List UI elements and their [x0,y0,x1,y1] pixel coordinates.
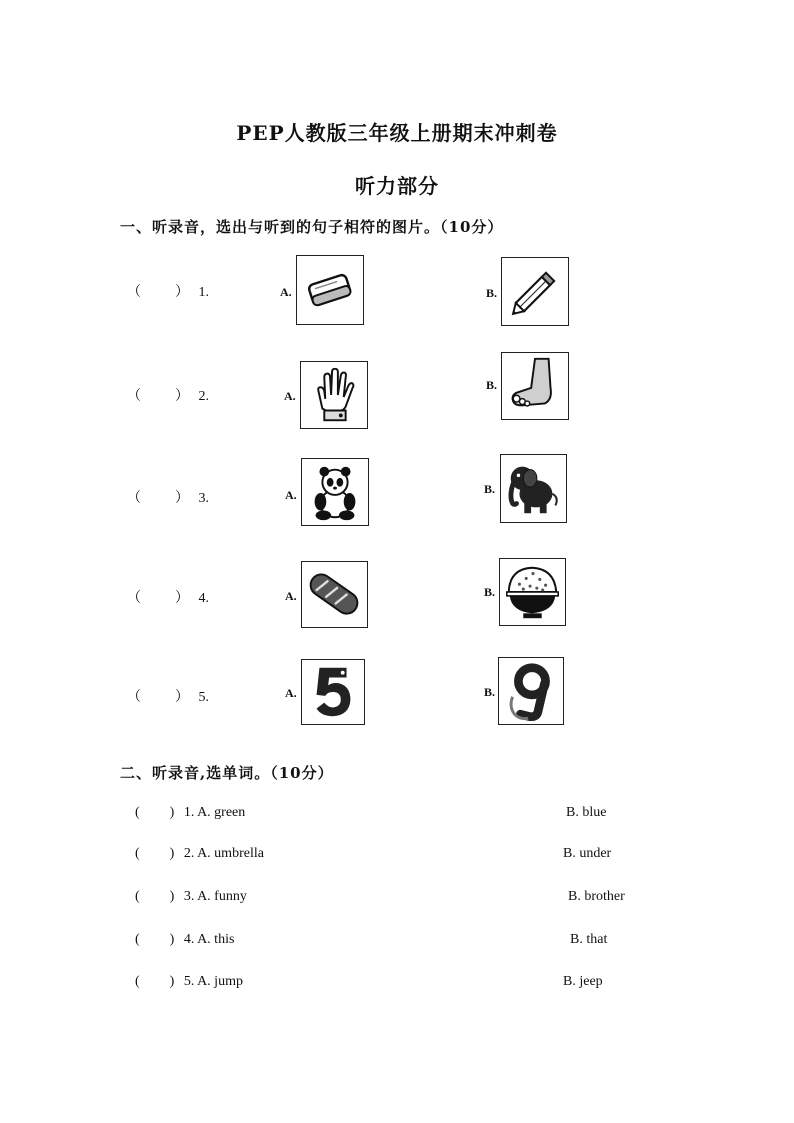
q3-label-b: B. [484,482,496,496]
s2-q5-option-b: B. jeep [563,974,603,989]
paren-close: ） [175,491,189,506]
paren-open: ( [135,846,140,861]
s2-q4-option-a: 4. A. this [183,932,235,947]
elephant-icon[interactable] [500,454,567,523]
number-nine-icon[interactable] [498,657,564,725]
q4-number: 4. [198,591,209,606]
section1-heading: 一、听录音，选出与听到的句子相符的图片。（10分） [120,218,504,236]
s2-q1-option-a: 1. A. green [183,805,246,820]
hand-icon[interactable] [300,361,368,429]
paren-close: ） [175,690,189,705]
s2-q5-left[interactable] [135,974,243,990]
pencil-icon[interactable] [501,257,569,326]
s2-q2-option-b: B. under [563,846,612,861]
s2-q2-left[interactable] [135,846,264,862]
paren-close: ） [175,389,189,404]
s2-q1-left[interactable] [135,805,245,821]
q2-label-b: B. [486,378,498,392]
eraser-icon[interactable] [296,255,364,325]
q5-label-b: B. [484,685,496,699]
paren-open: ( [135,932,140,947]
s2-q1-option-b: B. blue [566,805,607,820]
number-five-icon[interactable] [301,659,365,725]
q3-number: 3. [198,491,209,506]
paren-open: ( [135,889,140,904]
rice-bowl-icon[interactable] [499,558,566,626]
q5-number: 5. [198,690,209,705]
s2-q4-left[interactable] [135,932,234,948]
s2-q4-option-b: B. that [570,932,608,947]
q3-label-a: A. [285,488,297,502]
q5-label-a: A. [285,686,297,700]
paren-open: （ [127,591,141,606]
paren-close: ) [169,932,175,947]
page-title: PEP人教版三年级上册期末冲刺卷 [236,121,558,145]
paren-open: ( [135,974,140,989]
paren-close: ） [175,285,189,300]
q2-answer-blank[interactable] [127,385,209,405]
paren-close: ) [169,805,175,820]
q4-answer-blank[interactable] [127,587,209,607]
paren-open: （ [127,690,141,705]
s2-q5-option-a: 5. A. jump [183,974,243,989]
bread-icon[interactable] [301,561,368,628]
paren-open: ( [135,805,140,820]
q5-answer-blank[interactable] [127,686,209,706]
q1-label-a: A. [280,285,292,299]
paren-close: ） [175,591,189,606]
q4-label-b: B. [484,585,496,599]
section2-heading: 二、听录音,选单词。（10分） [120,764,334,782]
panda-icon[interactable] [301,458,369,526]
q2-label-a: A. [284,389,296,403]
q4-label-a: A. [285,589,297,603]
paren-open: （ [127,389,141,404]
q2-number: 2. [198,389,209,404]
paren-open: （ [127,285,141,300]
q3-answer-blank[interactable] [127,487,209,507]
s2-q3-left[interactable] [135,889,247,905]
paren-open: （ [127,491,141,506]
q1-answer-blank[interactable] [127,281,209,301]
foot-icon[interactable] [501,352,569,420]
s2-q2-option-a: 2. A. umbrella [183,846,264,861]
page-subtitle: 听力部分 [355,174,439,198]
s2-q3-option-b: B. brother [568,889,625,904]
paren-close: ) [169,974,175,989]
q1-label-b: B. [486,286,498,300]
s2-q3-option-a: 3. A. funny [183,889,247,904]
paren-close: ) [169,846,175,861]
paren-close: ) [169,889,175,904]
q1-number: 1. [198,285,209,300]
